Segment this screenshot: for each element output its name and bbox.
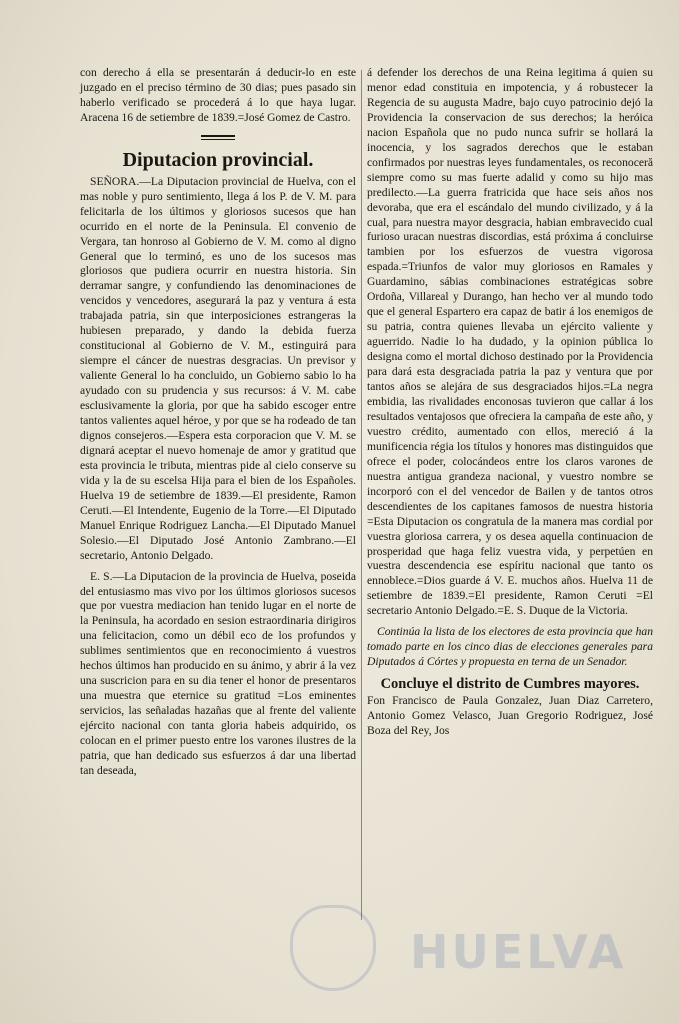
- address-to-duke-paragraph: E. S.—La Diputacion de la provincia de Huelva, poseida del entusiasmo mas vivo por los últimos gloriosos sucesos que por vuestra mediacion han tenido lugar en el norte de la Peninsula, ha acordado en sesion estraordinaria dirigiros una felicitacion, como un débil eco de los profundos y sublimes sentimientos que en reconocimiento á vuestros hechos últimos han producido en su ánimo, y abrir á la vez una suscricion para en su dia tener el honor de presentaros una muestra que eternice su gratitud =Los eminentes servicios, las señaladas hazañas que al frente del valiente ejército nacional con tanta gloria habeis adquirido, os colocan en el primer puesto entre los varones ilustres de la patria, que han dedicado sus esfuerzos á dar una libertad tan deseada,: [80, 569, 356, 777]
- section-title: Diputacion provincial.: [122, 148, 314, 171]
- archive-watermark: [270, 905, 630, 985]
- intro-paragraph: con derecho á ella se presentarán á deducir-lo en este juzgado en el preciso término de 30 dias; pues pasado sin haberlo verificado se procederá á lo que haya lugar. Aracena 16 de setiembre de 1839.=José Gomez de Castro.: [80, 66, 356, 124]
- watermark-text: HUELVA: [410, 925, 627, 979]
- right-column: [367, 66, 653, 739]
- column-rule: [361, 70, 362, 920]
- electors-names-paragraph: Fon Francisco de Paula Gonzalez, Juan Diaz Carretero, Antonio Gomez Velasco, Juan Gregorio Rodriguez, José Boza del Rey, Jos: [367, 694, 653, 738]
- section-divider: [80, 130, 356, 145]
- address-to-queen-paragraph: SEÑORA.—La Diputacion provincial de Huelva, con el mas noble y puro sentimiento, llega á los P. de V. M. para felicitarla de los últimos y gloriosos sucesos que han ocurrido en el norte de la Peninsula. El convenio de Vergara, tan honroso al Gobierno de V. M. como al digno General que lo terminó, es uno de los sucesos mas gloriosos que pudiera ocurrir en nuestra historia. Sin derramar sangre, y confundiendo las denominaciones de vencidos y vencedores, asegurará la paz y ventura á esta trabajada patria, sin que interposiciones estrangeras la hubiesen preparado, y dando la debida fuerza constitucional al Gobierno de V. M., estinguirá para siempre el cáncer de nuestras desgracias. Un previsor y valiente General lo ha concluido, un Gobierno sabio lo ha ayudado con su prudencia y sus recursos: á V. M. cabe esclusivamente la gloria, por que ha sabido escoger entre tantos valientes aquel héroe, y por que se ha rodeado de tan dignos consejeros.—Espera esta corporacion que V. M. se dignará aceptar el nuevo homenaje de amor y gratitud que esta provincia le tributa, mientras pide al cielo conserve su vida y la de su escelsa Hija para el bien de los Españoles. Huelva 19 de setiembre de 1839.—El presidente, Ramon Ceruti.—El Intendente, Eugenio de la Torre.—El Diputado Manuel Enrique Rodriguez Lancha.—El Diputado Manuel Solesio.—El Diputado José Antonio Zambrano.—El secretario, Antonio Delgado.: [80, 174, 356, 562]
- address-continuation-paragraph: á defender los derechos de una Reina legitima á quien su menor edad constituia en impotencia, y á robustecer la Regencia de su augusta Madre, bajo cuyo patrocinio dejó la Providencia la conservacion de sus derechos; la heróica nacion Española que no pudo nunca sufrir se hollará la inocencia, y los sagrados derechos que le estaban confirmados por nuestras leyes fundamentales, os reconoceră siempre como su mas fuerte adalid y como su hijo mas predilecto.—La guerra fratricida que hace seis años nos devoraba, que era el escándalo del mundo civilizado, y á la cual, para nuestra mayor desgracia, habian embravecido cual furioso uracan nuestras discordias, está próxima á concluirse tambien por los esfuerzos de vuestra vigorosa espada.=Triunfos de valor muy gloriosos en Ramales y Guardamino, sábias combinaciones estratégicas sobre Ordoña, Villareal y Durango, han hecho ver al mundo todo que el general Espartero era capaz de batir á los enemigos de su patria, contra quienes llevaba un ejército valiente y aguerrido. Nadie lo ha dudado, y la opinion pública lo designa como el mortal dichoso destinado por la Providencia para dará esta desgraciada patria la paz y ventura que por tantos años se alejára de sus desgraciados hijos.=La negra embidia, las rivalidades enconosas tuvieron que callar á los resultados ventajosos que ofreciera la campaña de este año, y vuestro crédito, aumentado con ellos, mereció á la munificencia régia los títulos y honores mas distinguidos que ofrece el poder, colocándeos entre los claros varones de nuestra antigua grandeza nacional, y vuestro nombre se incorporó con el del vencedor de Bailen y de tantos otros descendientes de los capitanes famosos de nuestra historia =Esta Diputacion os congratula de la manera mas cordial por vuestra gloriosa carrera, y os desea aquella continuacion de prosperidad que haga feliz vuestra vida, y perpetúen en vuestra descendencia ese espíritu nacional que tanto os ennoblece.=Dios guarde á V. E. muchos años. Huelva 11 de setiembre de 1839.=El presidente, Ramon Ceruti =El secretario Antonio Delgado.=E. S. Duque de la Victoria.: [367, 66, 653, 618]
- electors-list-note: Continúa la lista de los electores de esta provincia que han tomado parte en los cinco dias de elecciones generales para Diputados á Córtes y propuesta en terna de un Senador.: [367, 625, 653, 669]
- district-subheading: Concluye el distrito de Cumbres mayores.: [380, 676, 640, 693]
- archive-seal-icon: [290, 905, 376, 991]
- left-column: [80, 66, 356, 779]
